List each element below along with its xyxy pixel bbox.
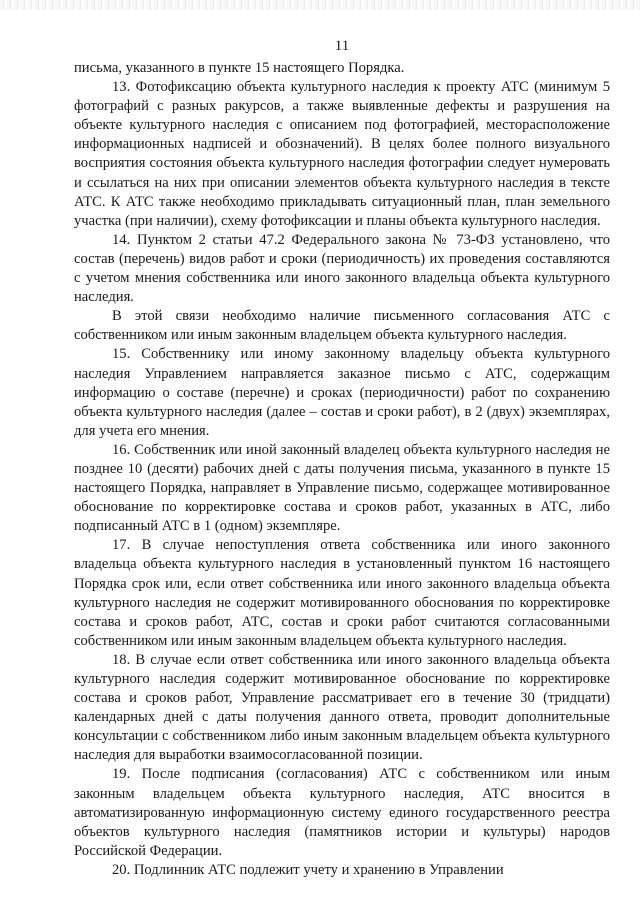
- paragraph-item-16: 16. Собственник или иной законный владелец объекта культурного наследия не позднее 10 (десяти) рабочих дней с даты получения письма, указанного в пункте 15 настоящего Порядка, направляет в Управление письмо, содержащее мотивированное обоснование по корректировке состава и сроков работ, указанных в АТС, либо подписанный АТС в 1 (одном) экземпляре.: [74, 441, 610, 535]
- document-body: [74, 59, 610, 880]
- page-number: 11: [334, 38, 350, 54]
- paragraph-item-14-continued: В этой связи необходимо наличие письменного согласования АТС с собственником или иным законным владельцем объекта культурного наследия.: [74, 308, 610, 344]
- paragraph-item-19: 19. После подписания (согласования) АТС с собственником или иным законным владельцем объекта культурного наследия, АТС вносится в автоматизированную информационную систему единого государственного реестра объектов культурного наследия (памятников истории и культуры) народов Российской Федерации.: [74, 766, 610, 859]
- paragraph-item-13: 13. Фотофиксацию объекта культурного наследия к проекту АТС (минимум 5 фотографий с разных ракурсов, а также выявленные дефекты и разрушения на объекте культурного наследия с описанием под фотографией, месторасположение информационных надписей и обозначений). В целях более полного визуального восприятия состояния объекта культурного наследия фотографии следует нумеровать и ссылаться на них при описании элементов объекта культурного наследия в тексте АТС. К АТС также необходимо прикладывать ситуационный план, план земельного участка (при наличии), схему фотофиксации и планы объекта культурного наследия.: [74, 79, 610, 229]
- document-page: [74, 36, 610, 880]
- paragraph-item-20: 20. Подлинник АТС подлежит учету и хранению в Управлении: [112, 861, 504, 878]
- paragraph-continuation: письма, указанного в пункте 15 настоящего Порядка.: [74, 60, 405, 76]
- paragraph-item-17: 17. В случае непоступления ответа собственника или иного законного владельца объекта культурного наследия в установленный пунктом 16 настоящего Порядка срок или, если ответ собственника или иного законного владельца объекта культурного наследия не содержит мотивированного обоснования по корректировке состава и сроков работ, АТС, состав и сроки работ считаются согласованными собственником или иным законным владельцем объекта культурного наследия.: [74, 537, 610, 649]
- paragraph-item-15: 15. Собственнику или иному законному владельцу объекта культурного наследия Управлением направляется заказное письмо с АТС, содержащим информацию о составе (перечне) и сроках (периодичности) работ по сохранению объекта культурного наследия (далее – состав и сроки работ), в 2 (двух) экземплярах, для учета его мнения.: [74, 346, 610, 439]
- paragraph-item-18: 18. В случае если ответ собственника или иного законного владельца объекта культурного наследия содержит мотивированное обоснование по корректировке состава и сроков работ, Управление рассматривает его в течение 30 (тридцати) календарных дней с даты получения данного ответа, проводит дополнительные консультации с собственником либо иным законным владельцем объекта культурного наследия для выработки взаимосогласованной позиции.: [74, 651, 610, 764]
- paragraph-item-14: 14. Пунктом 2 статьи 47.2 Федерального закона № 73-ФЗ установлено, что состав (перечень) видов работ и сроки (периодичность) их проведения составляются с учетом мнения собственника или иного законного владельца объекта культурного наследия.: [74, 231, 610, 306]
- scan-edge: [0, 0, 640, 10]
